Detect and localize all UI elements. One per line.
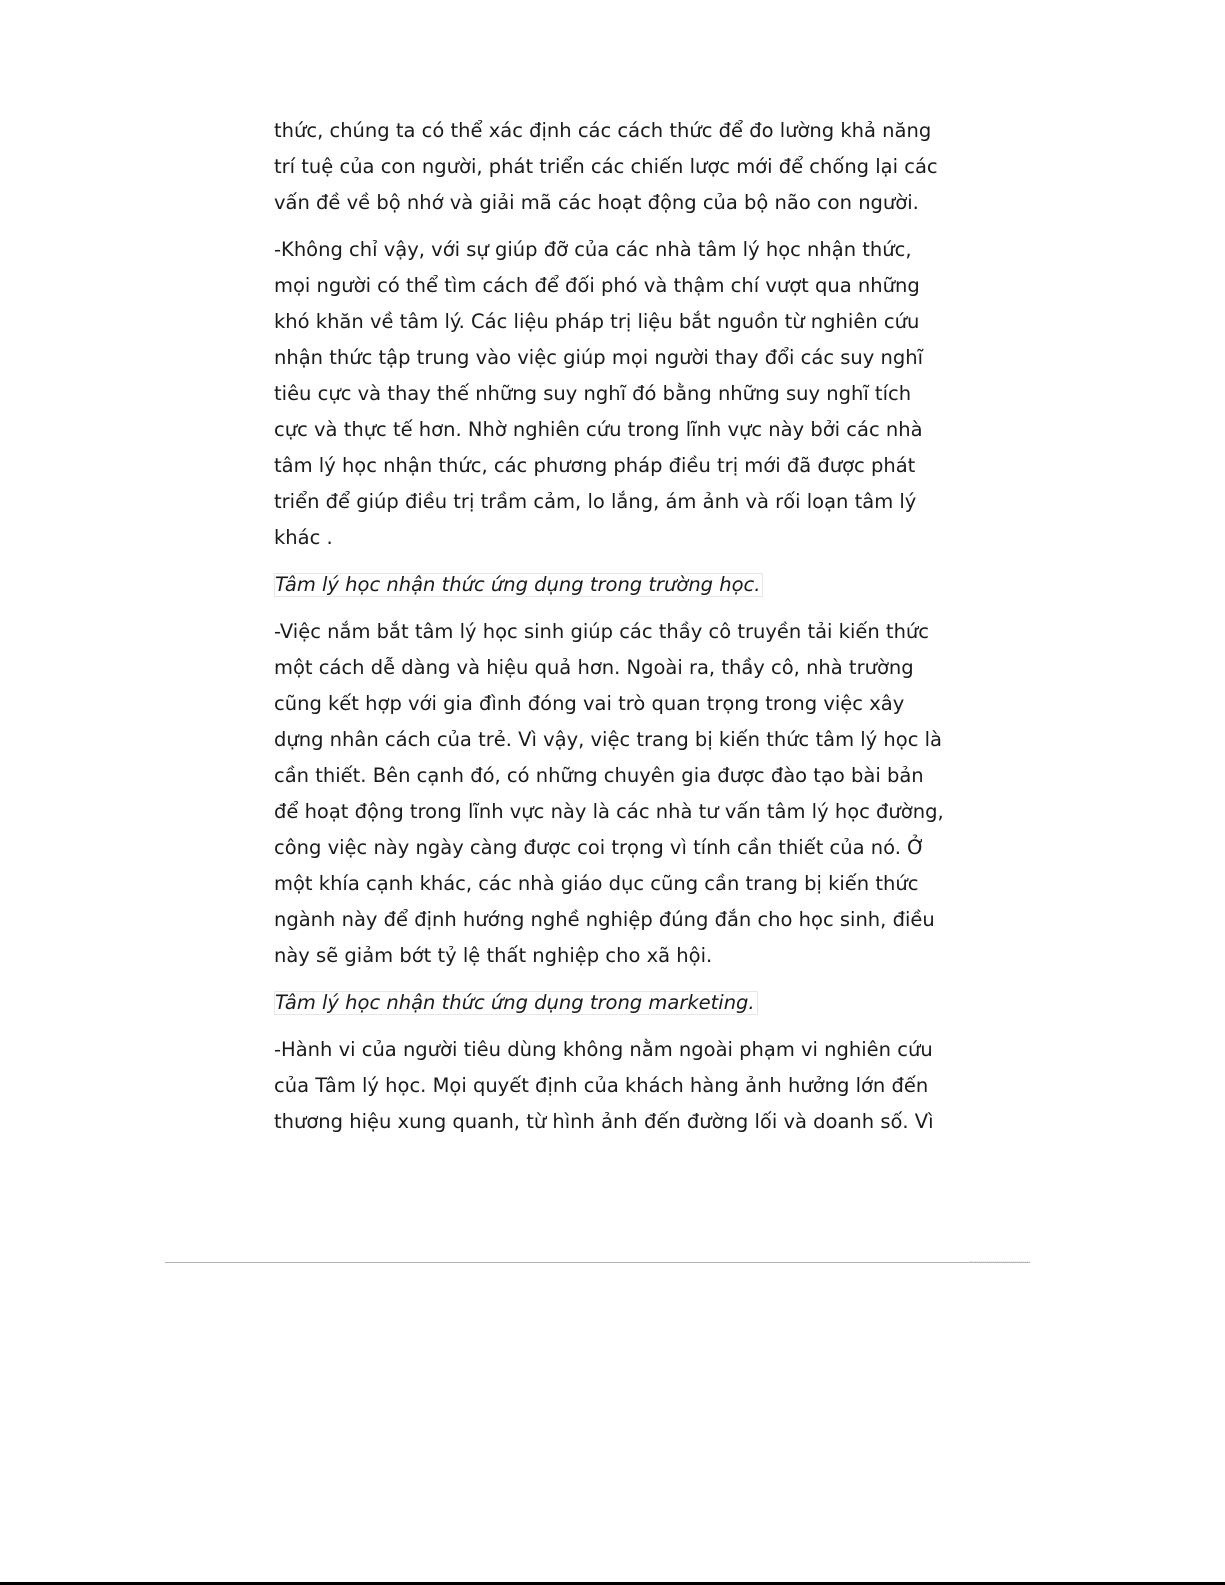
text-line: ngành này để định hướng nghề nghiệp đúng đắn cho học sinh, điều [274, 908, 935, 931]
text-line: một khía cạnh khác, các nhà giáo dục cũng cần trang bị kiến thức [274, 872, 919, 895]
text-line: dựng nhân cách của trẻ. Vì vậy, việc trang bị kiến thức tâm lý học là [274, 728, 942, 751]
paragraph-2 [274, 232, 954, 556]
text-line: khó khăn về tâm lý. Các liệu pháp trị liệu bắt nguồn từ nghiên cứu [274, 310, 920, 333]
text-line: -Không chỉ vậy, với sự giúp đỡ của các nhà tâm lý học nhận thức, [274, 238, 912, 261]
text-line: vấn đề về bộ nhớ và giải mã các hoạt động của bộ não con người. [274, 191, 919, 214]
text-line: tâm lý học nhận thức, các phương pháp điều trị mới đã được phát [274, 454, 916, 477]
text-line: để hoạt động trong lĩnh vực này là các nhà tư vấn tâm lý học đường, [274, 800, 944, 823]
text-line: một cách dễ dàng và hiệu quả hơn. Ngoài ra, thầy cô, nhà trường [274, 656, 914, 679]
page-break-divider-tail [970, 1261, 1030, 1262]
text-line: trí tuệ của con người, phát triển các chiến lược mới để chống lại các [274, 155, 938, 178]
paragraph-4 [274, 1032, 954, 1140]
text-line: thương hiệu xung quanh, từ hình ảnh đến đường lối và doanh số. Vì [274, 1110, 934, 1133]
section-heading-marketing [274, 985, 954, 1021]
text-line: tiêu cực và thay thế những suy nghĩ đó bằng những suy nghĩ tích [274, 382, 912, 405]
text-line: của Tâm lý học. Mọi quyết định của khách hàng ảnh hưởng lớn đến [274, 1074, 929, 1097]
text-line: khác . [274, 526, 333, 549]
text-line: thức, chúng ta có thể xác định các cách thức để đo lường khả năng [274, 119, 932, 142]
text-line: triển để giúp điều trị trầm cảm, lo lắng, ám ảnh và rối loạn tâm lý [274, 490, 917, 513]
text-line: cần thiết. Bên cạnh đó, có những chuyên gia được đào tạo bài bản [274, 764, 924, 787]
text-line: -Hành vi của người tiêu dùng không nằm ngoài phạm vi nghiên cứu [274, 1038, 933, 1061]
text-line: này sẽ giảm bớt tỷ lệ thất nghiệp cho xã hội. [274, 944, 713, 967]
page-break-divider [165, 1262, 1030, 1263]
page-content [274, 113, 954, 1151]
text-line: nhận thức tập trung vào việc giúp mọi người thay đổi các suy nghĩ [274, 346, 924, 369]
section-heading-school [274, 567, 954, 603]
section-heading-text: Tâm lý học nhận thức ứng dụng trong trường học. [274, 573, 763, 597]
section-heading-text: Tâm lý học nhận thức ứng dụng trong marketing. [274, 991, 758, 1015]
text-line: công việc này ngày càng được coi trọng vì tính cần thiết của nó. Ở [274, 836, 925, 859]
paragraph-1 [274, 113, 954, 221]
text-line: mọi người có thể tìm cách để đối phó và thậm chí vượt qua những [274, 274, 920, 297]
text-line: cũng kết hợp với gia đình đóng vai trò quan trọng trong việc xây [274, 692, 905, 715]
paragraph-3 [274, 614, 954, 974]
text-line: cực và thực tế hơn. Nhờ nghiên cứu trong lĩnh vực này bởi các nhà [274, 418, 923, 441]
text-line: -Việc nắm bắt tâm lý học sinh giúp các thầy cô truyền tải kiến thức [274, 620, 930, 643]
